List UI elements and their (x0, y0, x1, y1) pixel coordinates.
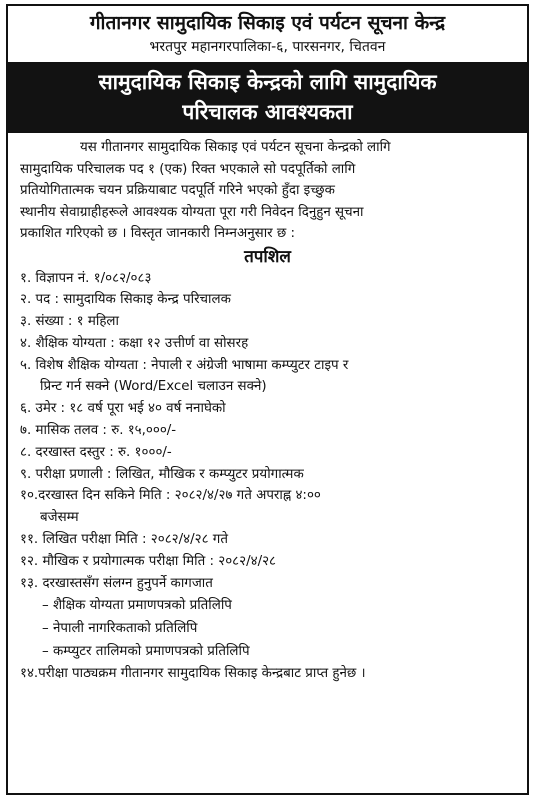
details-title: तपशिल (244, 246, 291, 267)
list-item (20, 268, 519, 290)
item-text: २. पद : सामुदायिक सिकाइ केन्द्र परिचालक (20, 292, 231, 308)
item-continuation: प्रिन्ट गर्न सक्ने (Word/Excel चलाउन सक्ने) (40, 379, 267, 395)
item-text: १०.दरखास्त दिन सकिने मिति : २०८२/४/२७ गते अपराह्न ४:०० (20, 488, 321, 504)
list-item (20, 464, 519, 486)
intro-paragraph (8, 133, 527, 245)
details-list (8, 268, 527, 686)
required-document-item: – नेपाली नागरिकताको प्रतिलिपि (42, 621, 198, 637)
item-text: ७. मासिक तलव : रु. १५,०००/- (20, 423, 177, 439)
list-item (20, 311, 519, 333)
list-item (20, 551, 519, 573)
required-document-item: – कम्प्युटर तालिमको प्रमाणपत्रको प्रतिलिपि (42, 644, 250, 660)
organization-name: गीतानगर सामुदायिक सिकाइ एवं पर्यटन सूचना केन्द्र (89, 12, 446, 34)
notice-frame (6, 4, 529, 795)
required-document-item: – शैक्षिक योग्यता प्रमाणपत्रको प्रतिलिपि (42, 598, 232, 614)
list-item (20, 442, 519, 464)
notice-title-line-2: परिचालक आवश्यकता (182, 100, 353, 124)
list-item (20, 398, 519, 420)
item-text: १. विज्ञापन नं. १/०८२/०८३ (20, 270, 152, 286)
list-item (20, 663, 519, 685)
item-text: ११. लिखित परीक्षा मिति : २०८२/४/२८ गते (20, 532, 228, 548)
item-text: ६. उमेर : १८ वर्ष पूरा भई ४० वर्ष ननाघेको (20, 401, 226, 417)
list-item (20, 485, 519, 529)
intro-line: स्थानीय सेवाग्राहीहरूले आवश्यक योग्यता पूरा गरी निवेदन दिनुहुन सूचना (20, 204, 364, 220)
item-text: ४. शैक्षिक योग्यता : कक्षा १२ उत्तीर्ण वा सोसरह (20, 335, 249, 351)
list-item (20, 529, 519, 551)
item-continuation: बजेसम्म (40, 510, 79, 526)
item-text: ९. परीक्षा प्रणाली : लिखित, मौखिक र कम्प्युटर प्रयोगात्मक (20, 466, 304, 482)
intro-line: प्रतियोगितात्मक चयन प्रक्रियाबाट पदपूर्ति गरिने भएको हुँदा इच्छुक (20, 183, 335, 198)
intro-line: यस गीतानगर सामुदायिक सिकाइ एवं पर्यटन सूचना केन्द्रको लागि (80, 140, 391, 155)
intro-line: प्रकाशित गरिएको छ । विस्तृत जानकारी निम्नअनुसार छ : (20, 226, 296, 241)
notice-title-line-1: सामुदायिक सिकाइ केन्द्रको लागि सामुदायिक (98, 70, 437, 94)
list-item (20, 289, 519, 311)
notice-title-banner (8, 64, 527, 133)
intro-line: सामुदायिक परिचालक पद १ (एक) रिक्त भएकाले सो पदपूर्तिको लागि (20, 161, 356, 177)
item-text: ५. विशेष शैक्षिक योग्यता : नेपाली र अंग्रेजी भाषामा कम्प्युटर टाइप र (20, 357, 349, 373)
item-text: ८. दरखास्त दस्तुर : रु. १०००/- (20, 444, 172, 460)
list-item (20, 355, 519, 399)
item-text: १२. मौखिक र प्रयोगात्मक परीक्षा मिति : २०८२/४/२८ (20, 553, 277, 569)
list-item (20, 573, 519, 595)
item-text: १४.परीक्षा पाठ्यक्रम गीतानगर सामुदायिक सिकाइ केन्द्रबाट प्राप्त हुनेछ । (20, 666, 366, 682)
item-text: ३. संख्या : १ महिला (20, 314, 119, 330)
item-text: १३. दरखास्तसँग संलग्न हुनुपर्ने कागजात (20, 575, 213, 591)
organization-address: भरतपुर महानगरपालिका-६, पारसनगर, चितवन (149, 39, 386, 55)
notice-header (8, 6, 527, 64)
list-item (20, 420, 519, 442)
list-item (20, 333, 519, 355)
